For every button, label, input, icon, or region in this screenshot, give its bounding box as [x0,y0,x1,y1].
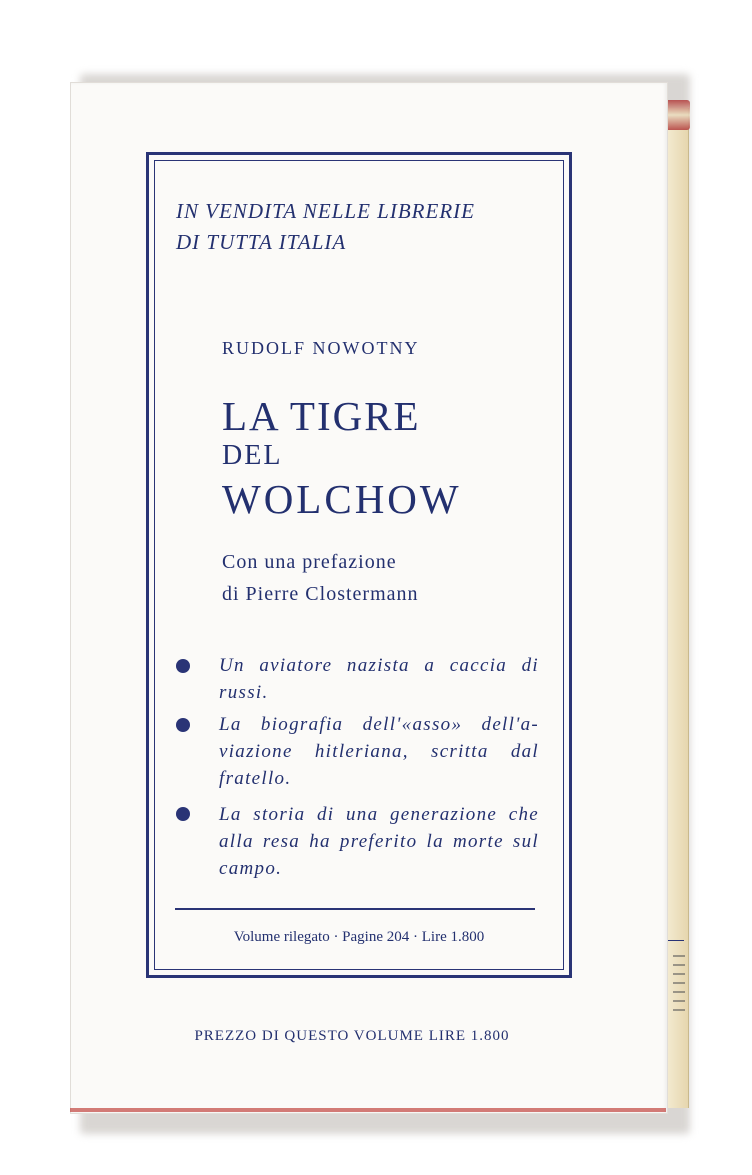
bullet-dot-icon [176,807,190,821]
sale-notice [176,196,475,258]
spine-lettering-marks [673,955,685,1015]
feature-bullet-2: La biografia dell'«asso» dell'a-viazione hitleriana, scritta dal fratello. [219,714,539,789]
book-title-line-3: WOLCHOW [222,476,462,522]
book-title-line-1: LA TIGRE [222,393,421,439]
divider-rule [175,908,535,910]
sale-notice-line-1: IN VENDITA NELLE LIBRERIE [176,199,475,223]
feature-bullet-3: La storia di una generazione che alla resa ha preferito la morte sul campo. [219,804,539,879]
cover-bottom-edge [70,1108,666,1112]
sale-notice-line-2: DI TUTTA ITALIA [176,230,347,254]
bullet-dot-icon [176,659,190,673]
feature-bullet-1: Un aviatore nazista a caccia di russi. [219,655,539,703]
volume-details: Volume rilegato · Pagine 204 · Lire 1.800 [233,929,485,945]
book-author: RUDOLF NOWOTNY [222,338,420,358]
preface-line-2: di Pierre Clostermann [222,583,419,605]
bullet-dot-icon [176,718,190,732]
preface-line-1: Con una prefazione [222,551,397,573]
preface-credit [222,546,419,610]
book-title-line-2: DEL [222,440,283,471]
cover-price: PREZZO DI QUESTO VOLUME LIRE 1.800 [194,1028,510,1044]
